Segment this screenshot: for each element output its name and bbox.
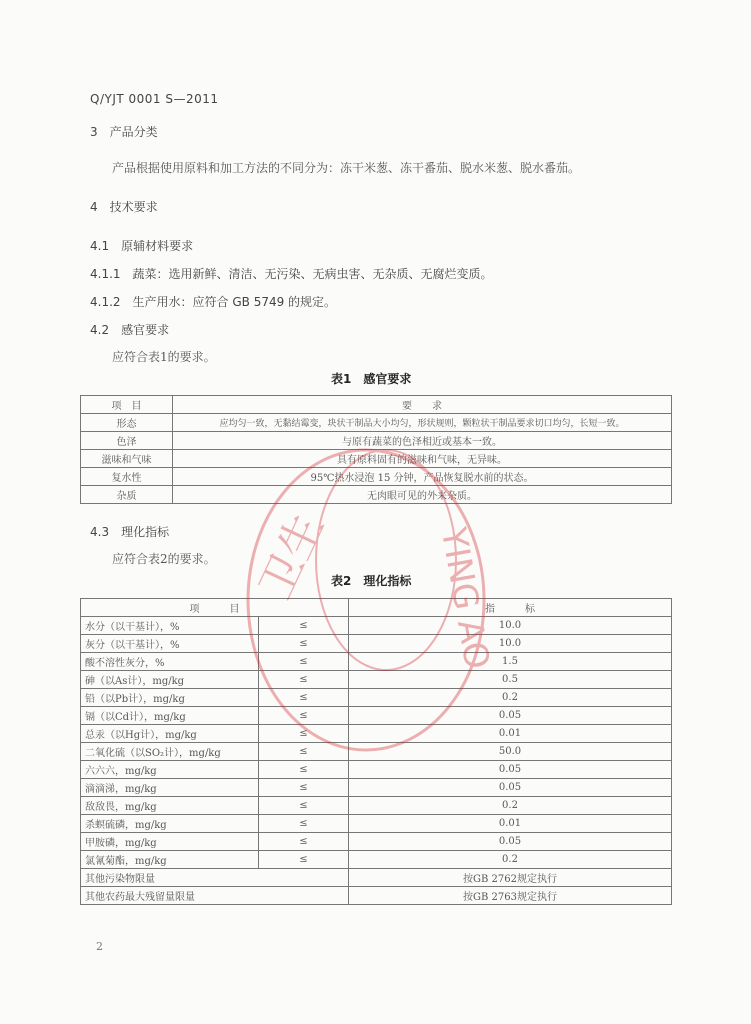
table-cell: ≤ — [259, 725, 349, 743]
sensory-table — [80, 395, 672, 504]
table-cell: 复水性 — [81, 468, 173, 486]
table-cell: 杀螟硫磷，mg/kg — [81, 815, 259, 833]
table-cell: 0.5 — [349, 671, 672, 689]
table-row — [81, 779, 672, 797]
table-cell: ≤ — [259, 779, 349, 797]
table-cell: 0.2 — [349, 689, 672, 707]
table-row — [81, 833, 672, 851]
table-row — [81, 743, 672, 761]
table-cell: 按GB 2762规定执行 — [349, 869, 672, 887]
table-cell: 95℃热水浸泡 15 分钟，产品恢复脱水前的状态。 — [173, 468, 672, 486]
table-cell: 0.01 — [349, 815, 672, 833]
table-cell: 六六六，mg/kg — [81, 761, 259, 779]
table-row — [81, 486, 672, 504]
table-cell: 氯氰菊酯，mg/kg — [81, 851, 259, 869]
table-cell: ≤ — [259, 635, 349, 653]
table-row — [81, 815, 672, 833]
table-cell: ≤ — [259, 653, 349, 671]
table-cell: ≤ — [259, 851, 349, 869]
stamp-text-top: 卫生 — [250, 505, 334, 608]
table-cell: 杂质 — [81, 486, 173, 504]
table-row — [81, 450, 672, 468]
doc-number: Q/YJT 0001 S—2011 — [90, 92, 219, 106]
table-cell: 色泽 — [81, 432, 173, 450]
table-cell: 总汞（以Hg计），mg/kg — [81, 725, 259, 743]
table-cell: 应均匀一致，无黏结霉变，块状干制品大小均匀，形状规则，颗粒状干制品要求切口均匀，长短一致。 — [173, 414, 672, 432]
table-cell: 0.05 — [349, 707, 672, 725]
table-cell: 镉（以Cd计），mg/kg — [81, 707, 259, 725]
table-cell: 1.5 — [349, 653, 672, 671]
physicochemical-table — [80, 598, 672, 905]
table-cell: 形态 — [81, 414, 173, 432]
table-header-cell: 指 标 — [349, 599, 672, 617]
section-4-3-heading: 4.3 理化指标 — [90, 525, 170, 539]
table-cell: 二氧化硫（以SO₂计），mg/kg — [81, 743, 259, 761]
section-4-2-heading: 4.2 感官要求 — [90, 323, 170, 337]
table-cell: 水分（以干基计），% — [81, 617, 259, 635]
table-row — [81, 617, 672, 635]
section-3-text: 产品根据使用原料和加工方法的不同分为：冻干米葱、冻干番茄、脱水米葱、脱水番茄。 — [112, 161, 581, 175]
table2-caption: 表2 理化指标 — [331, 574, 412, 588]
table-cell: 滴滴涕，mg/kg — [81, 779, 259, 797]
table-row — [81, 689, 672, 707]
table-row — [81, 671, 672, 689]
table-cell: ≤ — [259, 761, 349, 779]
table-cell: 10.0 — [349, 635, 672, 653]
table-cell: 其他污染物限量 — [81, 869, 349, 887]
table-cell: 10.0 — [349, 617, 672, 635]
table-cell: 与原有蔬菜的色泽相近或基本一致。 — [173, 432, 672, 450]
table-row — [81, 725, 672, 743]
table-cell: 0.01 — [349, 725, 672, 743]
table-row — [81, 468, 672, 486]
table-cell: ≤ — [259, 689, 349, 707]
table-cell: ≤ — [259, 671, 349, 689]
table-cell: 0.2 — [349, 851, 672, 869]
table-cell: 滋味和气味 — [81, 450, 173, 468]
table-cell: 无肉眼可见的外来杂质。 — [173, 486, 672, 504]
table-cell: ≤ — [259, 743, 349, 761]
table-cell: ≤ — [259, 797, 349, 815]
table-row — [81, 707, 672, 725]
table-header-row — [81, 599, 672, 617]
table-cell: 具有原料固有的滋味和气味，无异味。 — [173, 450, 672, 468]
table1-caption: 表1 感官要求 — [331, 372, 412, 386]
section-3-heading: 3 产品分类 — [90, 125, 158, 139]
table-cell: ≤ — [259, 815, 349, 833]
table-cell: 铅（以Pb计），mg/kg — [81, 689, 259, 707]
table-row — [81, 851, 672, 869]
table-header-cell: 要 求 — [173, 396, 672, 414]
table-row — [81, 432, 672, 450]
table-cell: 灰分（以干基计），% — [81, 635, 259, 653]
table-cell: ≤ — [259, 617, 349, 635]
table-cell: ≤ — [259, 833, 349, 851]
section-4-heading: 4 技术要求 — [90, 200, 158, 214]
section-4-1-heading: 4.1 原辅材料要求 — [90, 239, 194, 253]
stamp-text-side: YING AO — [432, 524, 497, 673]
table-cell: 甲胺磷，mg/kg — [81, 833, 259, 851]
table-cell: 50.0 — [349, 743, 672, 761]
table-row — [81, 869, 672, 887]
table-row — [81, 653, 672, 671]
table-header-cell: 项 目 — [81, 396, 173, 414]
table-cell: 酸不溶性灰分，% — [81, 653, 259, 671]
table-row — [81, 414, 672, 432]
table-cell: 0.2 — [349, 797, 672, 815]
section-4-1-1: 4.1.1 蔬菜：选用新鲜、清洁、无污染、无病虫害、无杂质、无腐烂变质。 — [90, 267, 493, 281]
section-4-2-text: 应符合表1的要求。 — [112, 350, 216, 364]
table-row — [81, 635, 672, 653]
table-cell: 0.05 — [349, 761, 672, 779]
table-cell: 0.05 — [349, 833, 672, 851]
table-header-row — [81, 396, 672, 414]
table-row — [81, 761, 672, 779]
table-header-cell: 项 目 — [81, 599, 349, 617]
table-cell: 0.05 — [349, 779, 672, 797]
section-4-1-2: 4.1.2 生产用水：应符合 GB 5749 的规定。 — [90, 295, 337, 309]
table-cell: ≤ — [259, 707, 349, 725]
table-cell: 按GB 2763规定执行 — [349, 887, 672, 905]
table-cell: 敌敌畏，mg/kg — [81, 797, 259, 815]
table-row — [81, 797, 672, 815]
table-row — [81, 887, 672, 905]
table-cell: 砷（以As计），mg/kg — [81, 671, 259, 689]
page-number: 2 — [96, 940, 103, 953]
table-body — [81, 617, 672, 905]
section-4-3-text: 应符合表2的要求。 — [112, 552, 216, 566]
table-cell: 其他农药最大残留量限量 — [81, 887, 349, 905]
